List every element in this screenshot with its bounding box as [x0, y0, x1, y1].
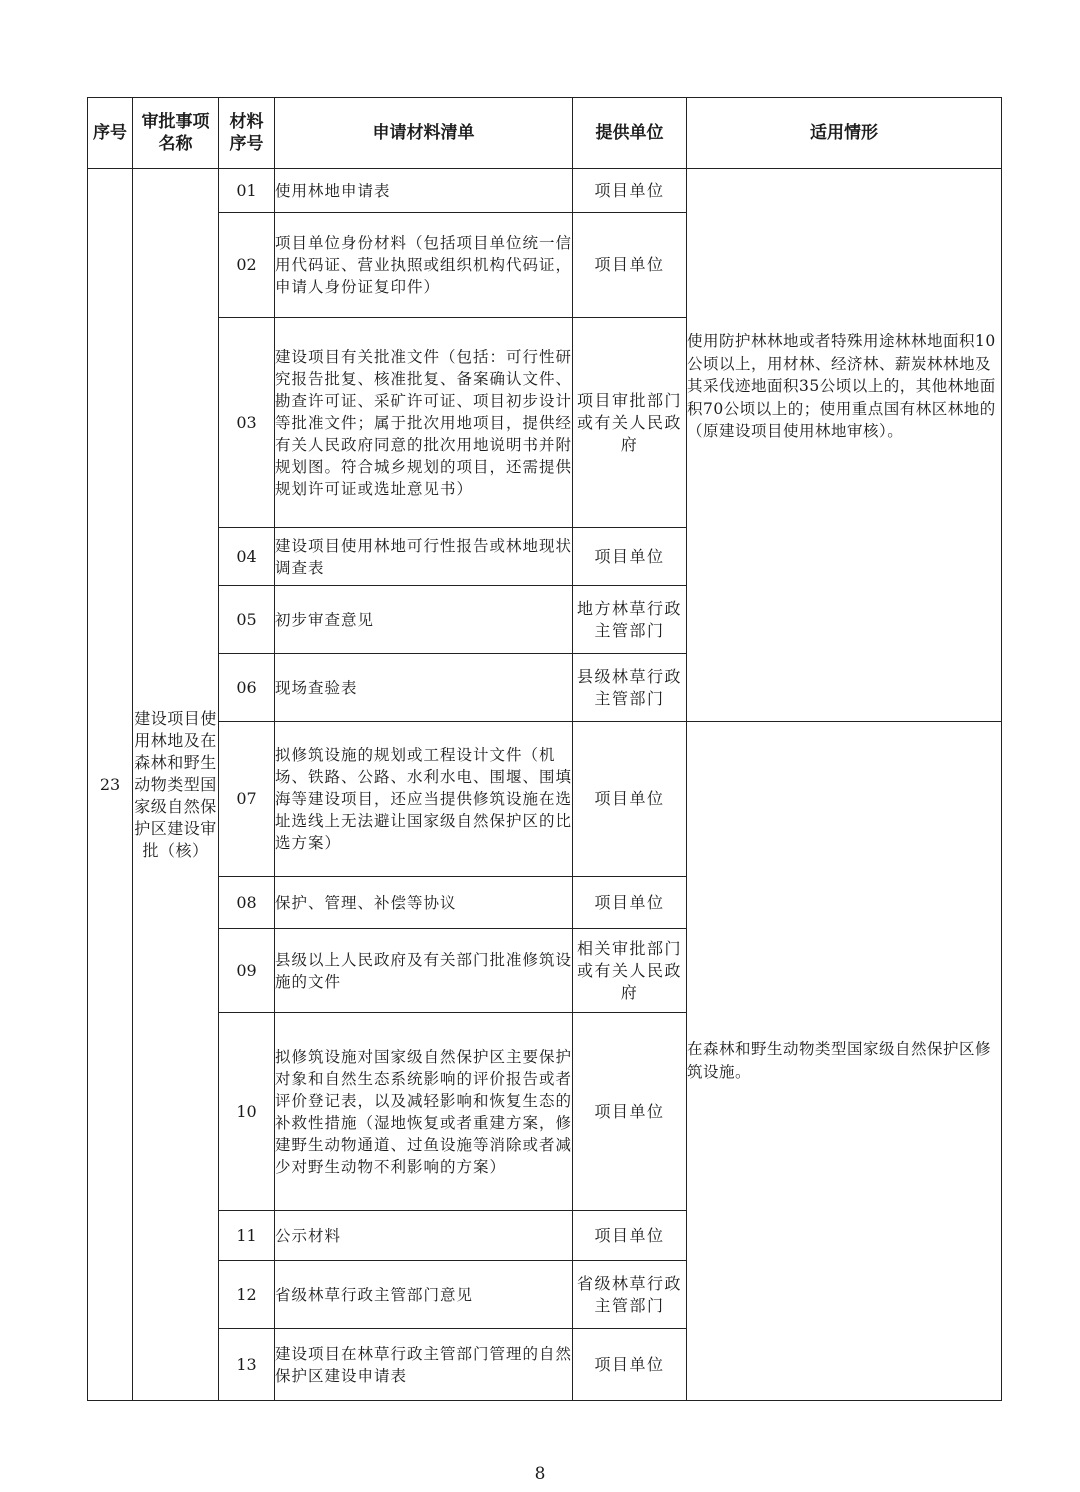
material-provider: 项目单位 — [573, 722, 687, 877]
table-row — [88, 722, 1002, 877]
material-no: 07 — [219, 722, 275, 877]
material-text: 拟修筑设施的规划或工程设计文件（机场、铁路、公路、水利水电、围堰、围填海等建设项目，还应当提供修筑设施在选址选线上无法避让国家级自然保护区的比选方案） — [275, 722, 573, 877]
header-seq: 序号 — [88, 98, 133, 169]
group-item-name: 建设项目使用林地及在森林和野生动物类型国家级自然保护区建设审批（核） — [133, 169, 219, 1401]
table-header-row — [88, 98, 1002, 169]
document-page — [87, 97, 1001, 1401]
material-no: 10 — [219, 1013, 275, 1211]
material-text: 现场查验表 — [275, 654, 573, 722]
material-text: 县级以上人民政府及有关部门批准修筑设施的文件 — [275, 929, 573, 1013]
material-text: 保护、管理、补偿等协议 — [275, 877, 573, 929]
material-text: 公示材料 — [275, 1211, 573, 1261]
material-no: 04 — [219, 528, 275, 586]
material-provider: 相关审批部门或有关人民政府 — [573, 929, 687, 1013]
material-provider: 省级林草行政主管部门 — [573, 1261, 687, 1329]
applicable-case-b: 在森林和野生动物类型国家级自然保护区修筑设施。 — [687, 722, 1002, 1401]
material-text: 建设项目在林草行政主管部门管理的自然保护区建设申请表 — [275, 1329, 573, 1401]
material-provider: 地方林草行政主管部门 — [573, 586, 687, 654]
applicable-case-a: 使用防护林林地或者特殊用途林林地面积10公顷以上，用材林、经济林、薪炭林林地及其采伐迹地面积35公顷以上的，其他林地面积70公顷以上的；使用重点国有林区林地的（原建设项目使用林地审核）。 — [687, 169, 1002, 722]
header-materials: 申请材料清单 — [275, 98, 573, 169]
material-text: 项目单位身份材料（包括项目单位统一信用代码证、营业执照或组织机构代码证，申请人身份证复印件） — [275, 213, 573, 318]
material-no: 12 — [219, 1261, 275, 1329]
material-no: 13 — [219, 1329, 275, 1401]
material-provider: 项目单位 — [573, 1329, 687, 1401]
table-row — [88, 169, 1002, 213]
header-material-no: 材料序号 — [219, 98, 275, 169]
material-provider: 项目单位 — [573, 1013, 687, 1211]
header-item-name: 审批事项名称 — [133, 98, 219, 169]
header-provider: 提供单位 — [573, 98, 687, 169]
material-no: 09 — [219, 929, 275, 1013]
material-no: 05 — [219, 586, 275, 654]
material-text: 省级林草行政主管部门意见 — [275, 1261, 573, 1329]
material-provider: 项目单位 — [573, 169, 687, 213]
material-no: 03 — [219, 318, 275, 528]
material-provider: 项目单位 — [573, 877, 687, 929]
material-no: 08 — [219, 877, 275, 929]
material-text: 使用林地申请表 — [275, 169, 573, 213]
material-provider: 项目单位 — [573, 1211, 687, 1261]
material-provider: 项目单位 — [573, 213, 687, 318]
header-applicable: 适用情形 — [687, 98, 1002, 169]
page-number: 8 — [534, 1464, 546, 1484]
group-seq: 23 — [88, 169, 133, 1401]
material-text: 初步审查意见 — [275, 586, 573, 654]
material-text: 建设项目有关批准文件（包括：可行性研究报告批复、核准批复、备案确认文件、勘查许可证、采矿许可证、项目初步设计等批准文件；属于批次用地项目，提供经有关人民政府同意的批次用地说明书并附规划图。符合城乡规划的项目，还需提供规划许可证或选址意见书） — [275, 318, 573, 528]
material-no: 11 — [219, 1211, 275, 1261]
material-no: 02 — [219, 213, 275, 318]
material-provider: 项目审批部门或有关人民政府 — [573, 318, 687, 528]
material-provider: 县级林草行政主管部门 — [573, 654, 687, 722]
material-text: 建设项目使用林地可行性报告或林地现状调查表 — [275, 528, 573, 586]
material-no: 06 — [219, 654, 275, 722]
material-provider: 项目单位 — [573, 528, 687, 586]
material-text: 拟修筑设施对国家级自然保护区主要保护对象和自然生态系统影响的评价报告或者评价登记表，以及减轻影响和恢复生态的补救性措施（湿地恢复或者重建方案，修建野生动物通道、过鱼设施等消除或者减少对野生动物不利影响的方案） — [275, 1013, 573, 1211]
materials-table — [87, 97, 1002, 1401]
material-no: 01 — [219, 169, 275, 213]
